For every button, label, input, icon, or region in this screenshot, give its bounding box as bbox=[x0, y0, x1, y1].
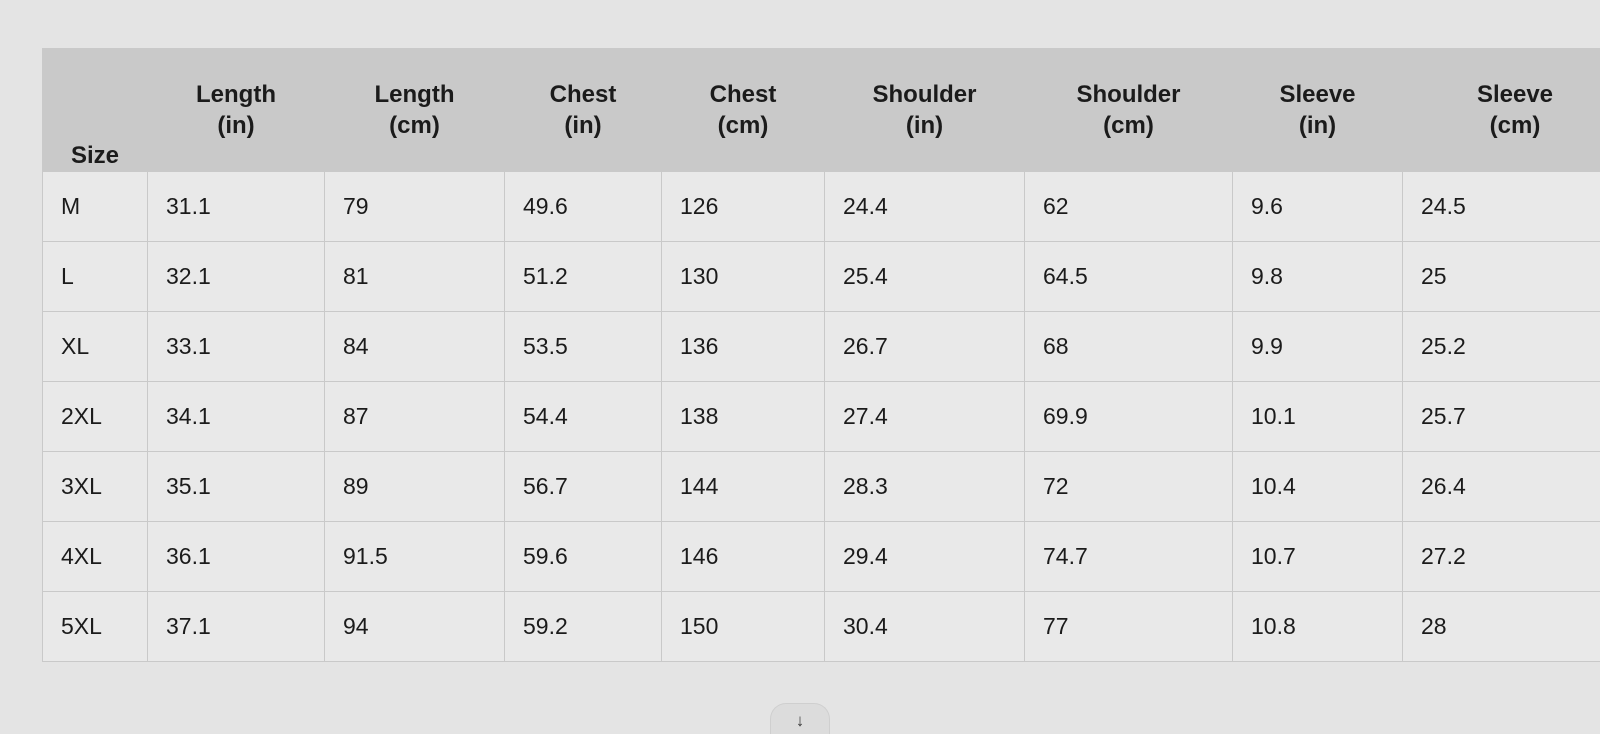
cell-chest-in: 51.2 bbox=[505, 242, 662, 312]
cell-chest-cm: 144 bbox=[662, 452, 825, 522]
column-header-length-in bbox=[148, 49, 325, 172]
table-row bbox=[43, 382, 1600, 452]
column-header-sleeve-cm-unit: (cm) bbox=[1489, 112, 1541, 139]
size-chart-container bbox=[42, 48, 1600, 662]
column-header-chest-in-unit: (in) bbox=[564, 112, 602, 139]
column-header-shoulder-cm-unit: (cm) bbox=[1103, 112, 1154, 139]
cell-shoulder-cm: 62 bbox=[1025, 172, 1233, 242]
scroll-down-hint[interactable] bbox=[770, 703, 830, 734]
column-header-shoulder-cm-label: Shoulder bbox=[1076, 80, 1181, 108]
cell-length-cm: 89 bbox=[325, 452, 505, 522]
cell-sleeve-in: 9.6 bbox=[1233, 172, 1403, 242]
cell-length-cm: 94 bbox=[325, 592, 505, 662]
cell-chest-in: 53.5 bbox=[505, 312, 662, 382]
column-header-length-in-unit: (in) bbox=[217, 112, 255, 139]
column-header-length-cm-label: Length bbox=[374, 80, 455, 108]
cell-chest-in: 49.6 bbox=[505, 172, 662, 242]
column-header-chest-cm-label: Chest bbox=[709, 80, 777, 108]
cell-sleeve-in: 10.7 bbox=[1233, 522, 1403, 592]
column-header-shoulder-in-label: Shoulder bbox=[872, 80, 977, 108]
cell-size: 2XL bbox=[43, 382, 148, 452]
column-header-length-cm-unit: (cm) bbox=[389, 112, 440, 139]
cell-length-cm: 84 bbox=[325, 312, 505, 382]
cell-shoulder-in: 25.4 bbox=[825, 242, 1025, 312]
cell-length-cm: 91.5 bbox=[325, 522, 505, 592]
cell-length-in: 32.1 bbox=[148, 242, 325, 312]
cell-sleeve-cm: 25 bbox=[1403, 242, 1600, 312]
table-row bbox=[43, 172, 1600, 242]
column-header-shoulder-in-unit: (in) bbox=[905, 112, 944, 139]
cell-sleeve-in: 10.1 bbox=[1233, 382, 1403, 452]
cell-sleeve-cm: 26.4 bbox=[1403, 452, 1600, 522]
column-header-chest-in bbox=[505, 49, 662, 172]
cell-sleeve-in: 10.4 bbox=[1233, 452, 1403, 522]
cell-sleeve-in: 10.8 bbox=[1233, 592, 1403, 662]
arrow-down-icon: ↓ bbox=[795, 710, 805, 730]
column-header-chest-in-label: Chest bbox=[549, 80, 617, 108]
cell-length-in: 34.1 bbox=[148, 382, 325, 452]
cell-shoulder-cm: 69.9 bbox=[1025, 382, 1233, 452]
cell-length-in: 35.1 bbox=[148, 452, 325, 522]
cell-sleeve-cm: 25.7 bbox=[1403, 382, 1600, 452]
cell-size: 4XL bbox=[43, 522, 148, 592]
cell-length-in: 37.1 bbox=[148, 592, 325, 662]
cell-length-cm: 79 bbox=[325, 172, 505, 242]
cell-chest-cm: 138 bbox=[662, 382, 825, 452]
cell-sleeve-cm: 28 bbox=[1403, 592, 1600, 662]
column-header-size bbox=[43, 49, 148, 172]
table-row bbox=[43, 312, 1600, 382]
column-header-sleeve-in bbox=[1233, 49, 1403, 172]
size-chart-table bbox=[42, 48, 1600, 662]
cell-shoulder-in: 26.7 bbox=[825, 312, 1025, 382]
cell-sleeve-in: 9.9 bbox=[1233, 312, 1403, 382]
table-row bbox=[43, 522, 1600, 592]
cell-chest-in: 59.6 bbox=[505, 522, 662, 592]
column-header-length-in-label: Length bbox=[196, 80, 276, 108]
column-header-size-label: Size bbox=[70, 141, 120, 169]
cell-shoulder-in: 24.4 bbox=[825, 172, 1025, 242]
cell-sleeve-in: 9.8 bbox=[1233, 242, 1403, 312]
cell-chest-in: 56.7 bbox=[505, 452, 662, 522]
column-header-sleeve-in-unit: (in) bbox=[1298, 112, 1337, 139]
cell-shoulder-in: 30.4 bbox=[825, 592, 1025, 662]
table-row bbox=[43, 592, 1600, 662]
column-header-chest-cm-unit: (cm) bbox=[717, 112, 769, 139]
cell-chest-cm: 136 bbox=[662, 312, 825, 382]
cell-size: 5XL bbox=[43, 592, 148, 662]
cell-size: XL bbox=[43, 312, 148, 382]
column-header-shoulder-in bbox=[825, 49, 1025, 172]
column-header-sleeve-in-label: Sleeve bbox=[1279, 80, 1356, 108]
cell-chest-cm: 130 bbox=[662, 242, 825, 312]
cell-chest-in: 59.2 bbox=[505, 592, 662, 662]
column-header-sleeve-cm-label: Sleeve bbox=[1476, 80, 1554, 108]
cell-shoulder-cm: 74.7 bbox=[1025, 522, 1233, 592]
cell-length-cm: 87 bbox=[325, 382, 505, 452]
cell-shoulder-cm: 77 bbox=[1025, 592, 1233, 662]
table-body bbox=[43, 172, 1600, 662]
cell-length-in: 36.1 bbox=[148, 522, 325, 592]
cell-length-in: 33.1 bbox=[148, 312, 325, 382]
cell-chest-cm: 146 bbox=[662, 522, 825, 592]
cell-shoulder-cm: 68 bbox=[1025, 312, 1233, 382]
table-row bbox=[43, 452, 1600, 522]
cell-size: L bbox=[43, 242, 148, 312]
cell-sleeve-cm: 25.2 bbox=[1403, 312, 1600, 382]
table-row bbox=[43, 242, 1600, 312]
cell-shoulder-cm: 72 bbox=[1025, 452, 1233, 522]
cell-size: 3XL bbox=[43, 452, 148, 522]
column-header-length-cm bbox=[325, 49, 505, 172]
cell-chest-cm: 150 bbox=[662, 592, 825, 662]
column-header-chest-cm bbox=[662, 49, 825, 172]
column-header-shoulder-cm bbox=[1025, 49, 1233, 172]
table-header-row bbox=[43, 49, 1600, 172]
cell-sleeve-cm: 27.2 bbox=[1403, 522, 1600, 592]
cell-shoulder-in: 27.4 bbox=[825, 382, 1025, 452]
cell-sleeve-cm: 24.5 bbox=[1403, 172, 1600, 242]
cell-size: M bbox=[43, 172, 148, 242]
cell-length-in: 31.1 bbox=[148, 172, 325, 242]
column-header-sleeve-cm bbox=[1403, 49, 1600, 172]
cell-chest-in: 54.4 bbox=[505, 382, 662, 452]
table-header bbox=[43, 49, 1600, 172]
cell-chest-cm: 126 bbox=[662, 172, 825, 242]
cell-shoulder-in: 28.3 bbox=[825, 452, 1025, 522]
cell-length-cm: 81 bbox=[325, 242, 505, 312]
cell-shoulder-cm: 64.5 bbox=[1025, 242, 1233, 312]
cell-shoulder-in: 29.4 bbox=[825, 522, 1025, 592]
